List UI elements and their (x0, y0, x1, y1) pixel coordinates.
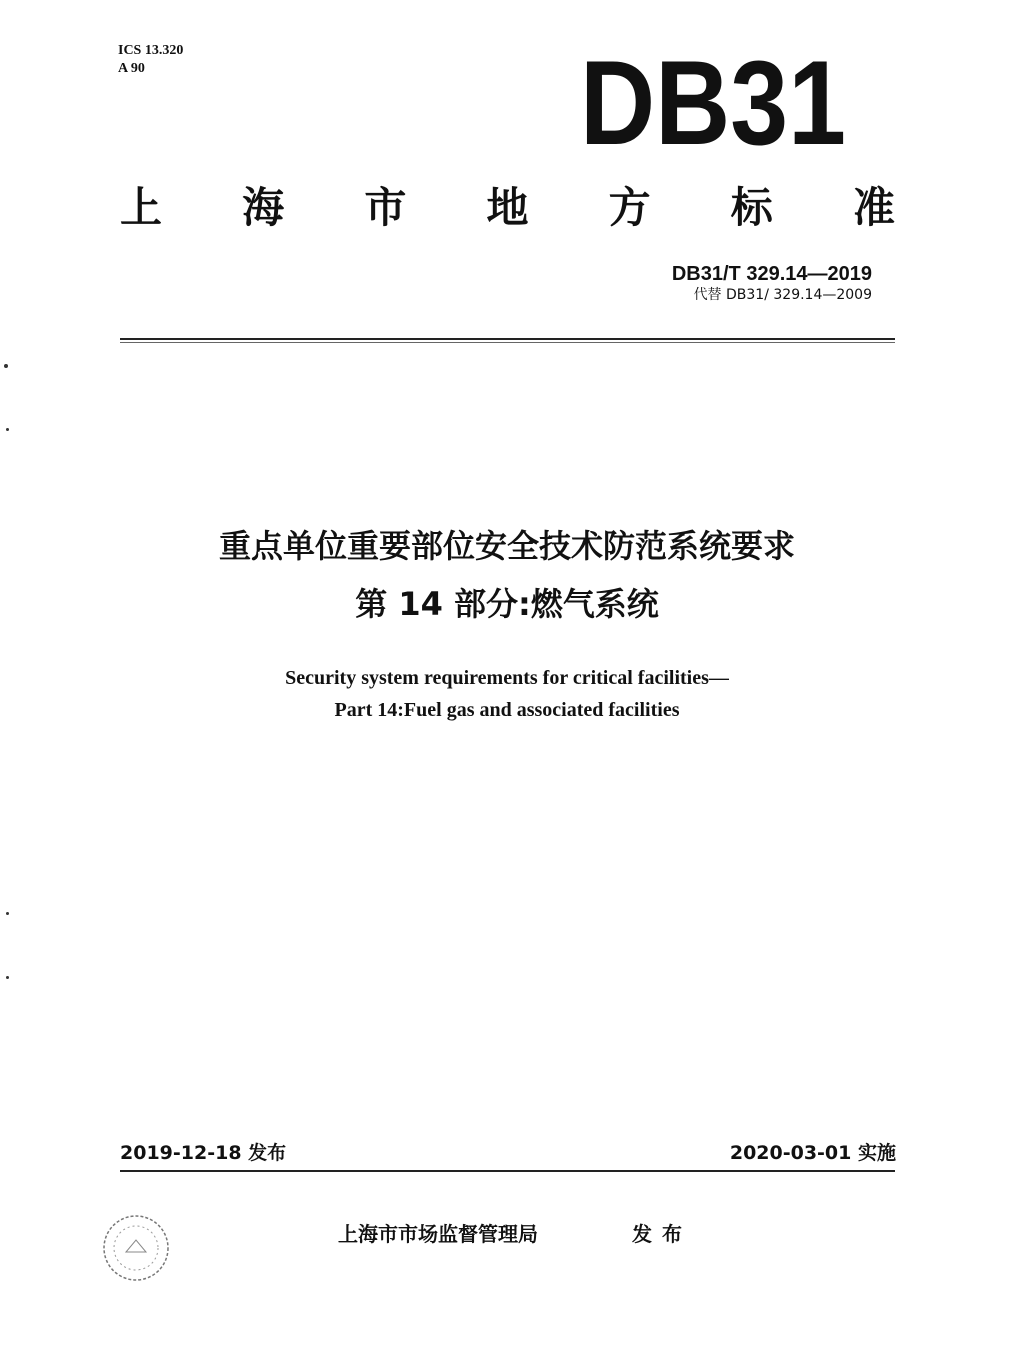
standard-category-title (120, 178, 895, 238)
scan-speck (6, 912, 9, 915)
standard-title-char: 海 (242, 183, 285, 232)
scan-speck (6, 428, 9, 431)
title-english-line-1: Security system requirements for critical facilities— (285, 667, 729, 689)
db31-logo-text: DB31 (580, 36, 846, 170)
title-english-line-2: Part 14:Fuel gas and associated facilities (334, 699, 680, 721)
ics-code: ICS 13.320 (118, 43, 184, 58)
standard-title-char: 市 (364, 183, 407, 232)
standard-title-char: 方 (608, 183, 651, 232)
header-divider-thin (120, 342, 895, 343)
standard-title-char: 准 (852, 183, 895, 232)
db31-logo (578, 36, 848, 170)
title-chinese-line-2: 第 14 部分:燃气系统 (355, 585, 659, 623)
effective-date: 2020-03-01 实施 (729, 1142, 896, 1164)
standard-title-char: 标 (730, 183, 773, 232)
standard-title-char: 上 (120, 183, 163, 232)
scan-speck (6, 976, 9, 979)
scan-speck (4, 364, 8, 368)
publisher-name: 上海市市场监督管理局 (338, 1222, 538, 1246)
circular-stamp-icon (96, 1208, 176, 1288)
issue-date: 2019-12-18 发布 (120, 1142, 287, 1164)
header-divider (120, 338, 895, 340)
standard-number: DB31/T 329.14—2019 (671, 263, 872, 285)
standard-title-char: 地 (486, 183, 529, 232)
ccs-class-code: A 90 (118, 61, 145, 76)
title-chinese-line-1: 重点单位重要部位安全技术防范系统要求 (218, 527, 795, 565)
replaces-standard: 代替 DB31/ 329.14—2009 (693, 287, 872, 303)
footer-divider (120, 1170, 895, 1172)
publish-label: 发布 (632, 1222, 692, 1246)
